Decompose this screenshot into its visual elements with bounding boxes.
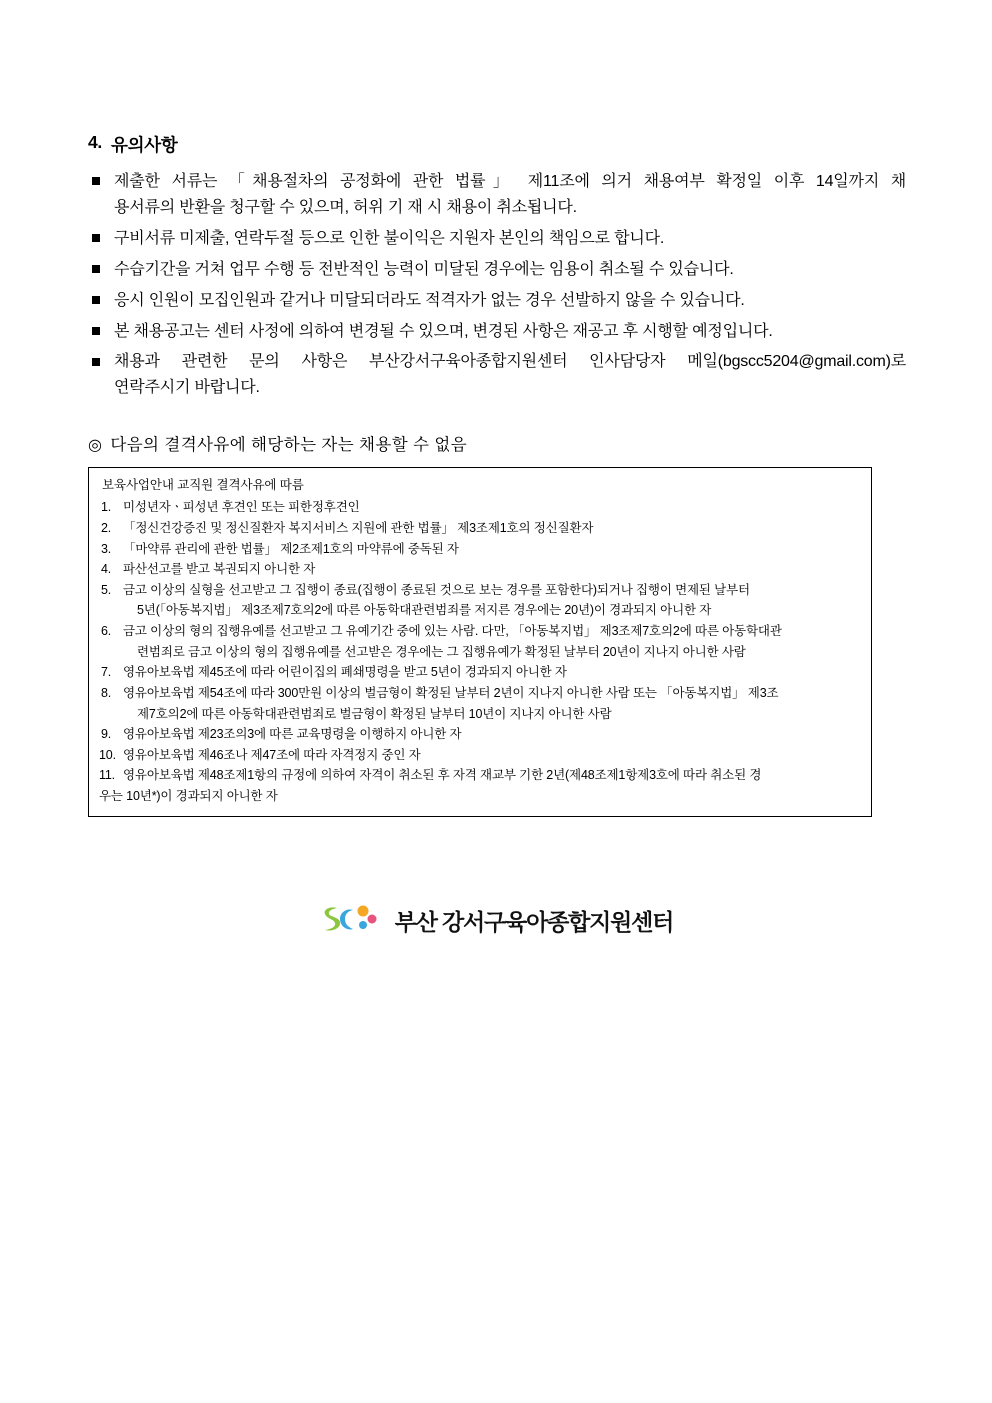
item-index: 8.	[101, 685, 112, 700]
square-bullet-icon	[92, 234, 100, 242]
list-item	[99, 683, 861, 724]
item-text: 미성년자ㆍ피성년 후견인 또는 피한정후견인	[123, 500, 360, 515]
item-text-continued: 제7호의2에 따른 아동학대관련범죄로 벌금형이 확정된 날부터 10년이 지나지 아니한 사람	[137, 706, 612, 721]
item-text: 금고 이상의 실형을 선고받고 그 집행이 종료(집행이 종료된 것으로 보는 경우를 포함한다)되거나 집행이 면제된 날부터	[123, 582, 750, 597]
item-text: 영유아보육법 제46조나 제47조에 따라 자격정지 중인 자	[123, 747, 421, 762]
disqualification-heading	[88, 431, 906, 455]
list-item	[88, 257, 906, 283]
disqualification-box	[88, 467, 872, 816]
list-item	[88, 319, 906, 345]
list-item	[88, 226, 906, 252]
item-text: 「정신건강증진 및 정신질환자 복지서비스 지원에 관한 법률」 제3조제1호의 정신질환자	[123, 520, 594, 535]
notice-line: 본 채용공고는 센터 사정에 의하여 변경될 수 있으며, 변경된 사항은 재공고 후 시행할 예정입니다.	[114, 322, 773, 340]
item-text: 영유아보육법 제48조제1항의 규정에 의하여 자격이 취소된 후 자격 재교부 기한 2년(제48조제1항제3호에 따라 취소된 경	[123, 768, 762, 783]
notice-list	[88, 169, 906, 401]
list-item	[88, 169, 906, 221]
item-index: 4.	[101, 562, 112, 577]
notice-line: 응시 인원이 모집인원과 같거나 미달되더라도 적격자가 없는 경우 선발하지 않을 수 있습니다.	[114, 291, 745, 309]
item-text-continued: 련범죄로 금고 이상의 형의 집행유예를 선고받은 경우에는 그 집행유예가 확정된 날부터 20년이 지나지 아니한 사람	[137, 644, 746, 659]
list-item	[99, 518, 861, 539]
section-number: 4.	[88, 132, 102, 152]
square-bullet-icon	[92, 358, 100, 366]
notice-line: 구비서류 미제출, 연락두절 등으로 인한 불이익은 지원자 본인의 책임으로 합니다.	[114, 229, 665, 247]
item-text-continued: 5년(「아동복지법」 제3조제7호의2에 따른 아동학대관련범죄를 저지른 경우에는 20년)이 경과되지 아니한 자	[137, 603, 712, 618]
footer-logo-text: 부산 강서구육아종합지원센터	[394, 908, 674, 935]
notice-line: 수습기간을 거쳐 업무 수행 등 전반적인 능력이 미달된 경우에는 임용이 취소될 수 있습니다.	[114, 260, 734, 278]
square-bullet-icon	[92, 296, 100, 304]
item-index: 5.	[101, 582, 112, 597]
item-text: 금고 이상의 형의 집행유예를 선고받고 그 유예기간 중에 있는 사람. 다만, 「아동복지법」 제3조제7호의2에 따른 아동학대관	[123, 624, 782, 638]
square-bullet-icon	[92, 265, 100, 273]
section-title: 유의사항	[111, 135, 178, 155]
footer-logo	[0, 900, 992, 940]
notice-line: 채용과 관련한 문의 사항은 부산강서구육아종합지원센터 인사담당자 메일(bgscc5204@gmail.com)로	[114, 353, 906, 371]
item-index: 10.	[99, 747, 116, 762]
item-index: 7.	[101, 665, 112, 680]
item-text-continued: 우는 10년*)이 경과되지 아니한 자	[99, 789, 278, 803]
disqualification-heading-text: 다음의 결격사유에 해당하는 자는 채용할 수 없음	[110, 436, 468, 455]
list-item	[99, 497, 861, 518]
item-index: 2.	[101, 520, 112, 535]
list-item	[99, 539, 861, 560]
notice-line: 연락주시기 바랍니다.	[114, 379, 260, 397]
list-item	[99, 724, 861, 745]
item-index: 3.	[101, 541, 112, 556]
item-index: 6.	[101, 624, 112, 638]
notice-line: 제출한 서류는 「채용절차의 공정화에 관한 법률」 제11조에 의거 채용여부 확정일 이후 14일까지 채	[114, 173, 906, 190]
section-heading	[88, 132, 906, 157]
item-text: 영유아보육법 제23조의3에 따른 교육명령을 이행하지 아니한 자	[123, 727, 462, 742]
square-bullet-icon	[92, 177, 100, 185]
notice-line: 용서류의 반환을 청구할 수 있으며, 허위 기 재 시 채용이 취소됩니다.	[114, 198, 577, 216]
list-item	[88, 349, 906, 401]
disqualification-list	[99, 497, 861, 806]
square-bullet-icon	[92, 327, 100, 335]
item-text: 영유아보육법 제54조에 따라 300만원 이상의 벌금형이 확정된 날부터 2년이 지나지 아니한 사람 또는 「아동복지법」 제3조	[123, 685, 779, 700]
list-item	[99, 621, 861, 662]
item-index: 1.	[101, 500, 112, 515]
item-index: 11.	[99, 768, 115, 783]
item-text: 「마약류 관리에 관한 법률」 제2조제1호의 마약류에 중독된 자	[123, 541, 459, 556]
list-item	[99, 765, 861, 806]
box-title: 보육사업안내 교직원 결격사유에 따름	[102, 478, 304, 493]
item-index: 9.	[101, 727, 112, 742]
list-item	[99, 745, 861, 766]
document-content	[88, 132, 906, 817]
double-circle-icon: ◎	[88, 437, 103, 455]
list-item	[99, 580, 861, 621]
center-logo-icon	[319, 900, 383, 940]
list-item	[99, 559, 861, 580]
item-text: 영유아보육법 제45조에 따라 어린이집의 폐쇄명령을 받고 5년이 경과되지 아니한 자	[123, 665, 567, 680]
list-item	[88, 288, 906, 314]
list-item	[99, 662, 861, 683]
item-text: 파산선고를 받고 복권되지 아니한 자	[123, 562, 316, 577]
